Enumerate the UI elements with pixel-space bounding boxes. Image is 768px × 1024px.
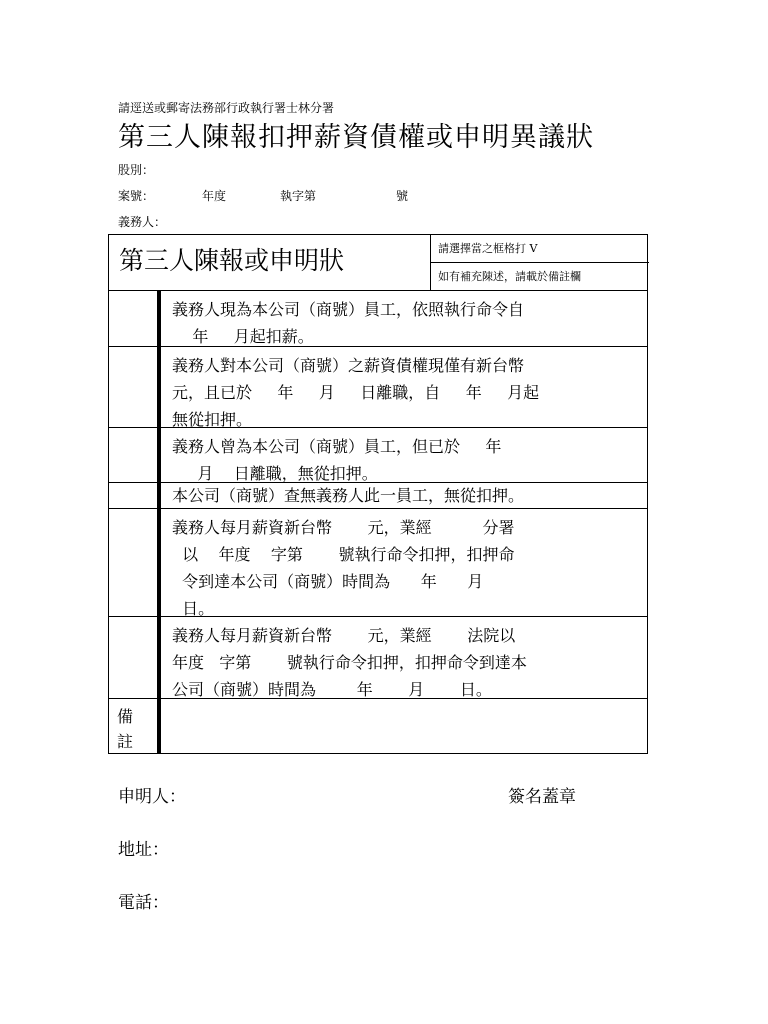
table-instructions — [430, 235, 649, 290]
declaration-table — [108, 234, 648, 754]
remarks-row — [109, 699, 647, 753]
remarks-label: 備 註 — [117, 707, 134, 751]
phone-label: 電話： — [118, 893, 169, 913]
case-number-label: 號 — [396, 189, 409, 203]
option-row-4 — [109, 483, 647, 509]
address-label: 地址： — [118, 840, 169, 860]
option-text-6: 義務人每月薪資新台幣 元，業經 法院以 年度 字第 號執行命令扣押，扣押命令到達本 公司（商號）時間為 年 月 日。 — [172, 626, 527, 699]
option-checkbox-3[interactable] — [109, 428, 161, 482]
instruction-note: 如有補充陳述，請載於備註欄 — [438, 270, 581, 283]
option-text-2: 義務人對本公司（商號）之薪資債權現僅有新台幣 元，且已於 年 月 日離職，自 年 月起 無從扣押。 — [172, 356, 540, 429]
option-text-3: 義務人曾為本公司（商號）員工，但已於 年 月 日離職，無從扣押。 — [172, 437, 502, 483]
option-checkbox-1[interactable] — [109, 291, 161, 346]
division-label: 股別： — [118, 163, 155, 177]
option-row-1 — [109, 291, 647, 347]
option-text-4: 本公司（商號）查無義務人此一員工，無從扣押。 — [172, 486, 525, 505]
obligor-label: 義務人： — [118, 215, 167, 229]
table-title: 第三人陳報或申明狀 — [119, 246, 345, 275]
option-checkbox-2[interactable] — [109, 347, 161, 427]
remarks-label-cell — [109, 699, 161, 753]
option-row-2 — [109, 347, 647, 428]
case-label: 案號： — [118, 189, 155, 203]
page-title: 第三人陳報扣押薪資債權或申明異議狀 — [118, 122, 594, 153]
option-row-3 — [109, 428, 647, 483]
option-row-5 — [109, 509, 647, 617]
case-exec-label: 執字第 — [280, 189, 317, 203]
option-checkbox-4[interactable] — [109, 483, 161, 508]
option-checkbox-5[interactable] — [109, 509, 161, 616]
submit-to-text: 請逕送或郵寄法務部行政執行署士林分署 — [118, 101, 335, 115]
option-checkbox-6[interactable] — [109, 617, 161, 698]
signature-seal-label: 簽名蓋章 — [508, 787, 576, 807]
option-text-1: 義務人現為本公司（商號）員工，依照執行命令自 年 月起扣薪。 — [172, 300, 525, 346]
instruction-check: 請選擇當之框格打 V — [431, 235, 649, 263]
option-row-6 — [109, 617, 647, 699]
option-text-5: 義務人每月薪資新台幣 元，業經 分署 以 年度 字第 號執行命令扣押，扣押命 令到達本公司（商號）時間為 年 月 日。 — [172, 518, 515, 618]
case-year-label: 年度 — [202, 189, 227, 203]
declarant-label: 申明人： — [118, 787, 186, 807]
table-header — [109, 235, 647, 291]
